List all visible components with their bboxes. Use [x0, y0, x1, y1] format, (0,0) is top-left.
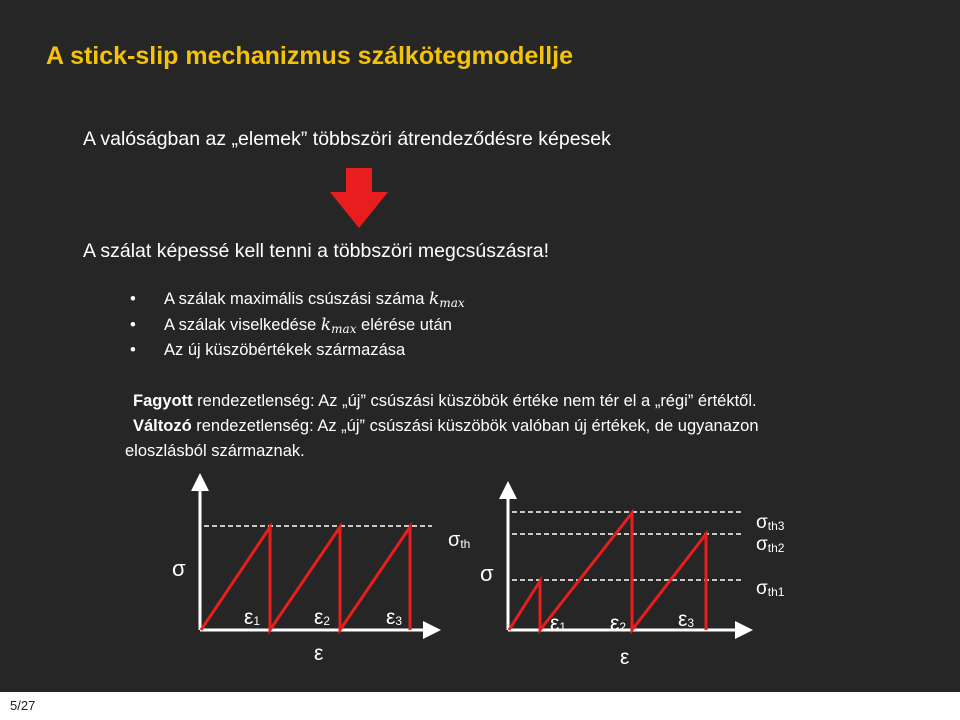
eps-tick-label: ε1 — [550, 612, 567, 635]
frozen-disorder-text: Fagyott rendezetlenség: Az „új” csúszási küszöbök értéke nem tér el a „régi” értéktől. — [133, 392, 757, 410]
annealed-disorder-text-cont: eloszlásból származnak. — [125, 442, 305, 460]
eps-tick-label: ε1 — [244, 606, 261, 629]
stick-slip-diagrams — [0, 470, 960, 692]
annealed-disorder-text: Változó rendezetlenség: Az „új” csúszási küszöbök valóban új értékek, de ugyanazon — [133, 417, 759, 435]
bullet-item: • A szálak maximális csúszási száma $k_{max}$ — [130, 289, 465, 310]
sawtooth-curve — [509, 513, 706, 630]
x-axis-label: ε — [314, 642, 324, 665]
x-axis-label: ε — [620, 646, 630, 669]
bullet-item: • A szálak viselkedése $k_{max}$ elérése után — [130, 315, 452, 336]
down-arrow-icon — [330, 168, 388, 228]
conclusion-text: A szálat képessé kell tenni a többszöri megcsúszásra! — [83, 240, 550, 262]
bullet-dot-icon: • — [130, 316, 136, 334]
math-kmax: $k_{max}$ — [429, 289, 465, 310]
slide-title: A stick-slip mechanizmus szálkötegmodellje — [46, 42, 574, 70]
bullet-dot-icon: • — [130, 341, 136, 359]
diagram-right — [480, 490, 785, 669]
math-kmax: $k_{max}$ — [320, 315, 357, 336]
eps-tick-label: ε3 — [678, 608, 695, 631]
threshold-label-th3: σth3 — [756, 512, 785, 533]
intro-text: A valóságban az „elemek” többszöri átrendeződésre képesek — [83, 128, 611, 150]
eps-tick-label: ε3 — [386, 606, 403, 629]
diagram-left — [172, 482, 470, 665]
eps-tick-label: ε2 — [610, 612, 627, 635]
y-axis-label: σ — [172, 556, 186, 581]
eps-tick-label: ε2 — [314, 606, 331, 629]
threshold-label-th2: σth2 — [756, 534, 785, 555]
threshold-label: σth — [448, 529, 471, 551]
y-axis-label: σ — [480, 561, 494, 586]
bullet-dot-icon: • — [130, 290, 136, 308]
threshold-label-th1: σth1 — [756, 578, 785, 599]
bullet-item: • Az új küszöbértékek származása — [130, 341, 406, 359]
sawtooth-curve — [201, 527, 410, 630]
slide-number: 5/27 — [10, 698, 36, 713]
